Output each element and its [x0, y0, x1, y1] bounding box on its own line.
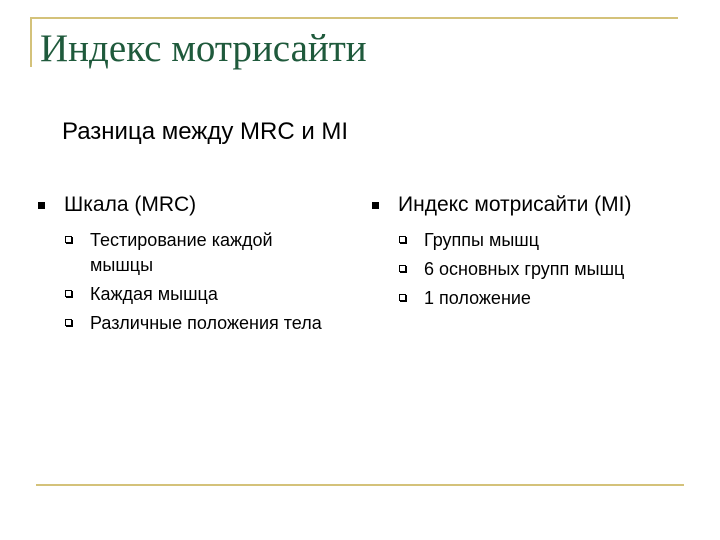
left-heading: Шкала (MRC) — [64, 193, 197, 216]
list-item-text: 1 положение — [424, 288, 531, 308]
right-heading-row — [370, 192, 690, 218]
hollow-square-bullet-icon — [399, 294, 406, 301]
filled-square-bullet-icon — [372, 202, 379, 209]
hollow-square-bullet-icon — [399, 265, 406, 272]
hollow-square-bullet-icon — [65, 236, 72, 243]
list-item-text: Группы мышц — [424, 230, 540, 250]
list-item — [370, 257, 690, 282]
right-column — [370, 192, 690, 315]
right-heading: Индекс мотрисайти (MI) — [398, 193, 632, 216]
frame-bottom-line — [36, 484, 684, 486]
slide-title: Индекс мотрисайти — [40, 27, 367, 70]
frame-left-line — [30, 17, 32, 67]
left-heading-row — [36, 192, 336, 218]
list-item — [36, 282, 336, 307]
list-item — [370, 286, 690, 311]
list-item — [36, 311, 336, 336]
left-sub-list — [36, 228, 336, 336]
slide-subtitle: Разница между MRC и MI — [62, 118, 349, 145]
list-item-text: Каждая мышца — [90, 284, 218, 304]
left-column — [36, 192, 336, 340]
list-item-text: Тестирование каждой мышцы — [90, 230, 273, 275]
frame-top-line — [30, 17, 678, 19]
hollow-square-bullet-icon — [65, 319, 72, 326]
list-item-text: 6 основных групп мышц — [424, 259, 625, 279]
list-item — [36, 228, 336, 278]
right-sub-list — [370, 228, 690, 311]
hollow-square-bullet-icon — [65, 290, 72, 297]
hollow-square-bullet-icon — [399, 236, 406, 243]
list-item-text: Различные положения тела — [90, 313, 322, 333]
filled-square-bullet-icon — [38, 202, 45, 209]
list-item — [370, 228, 690, 253]
